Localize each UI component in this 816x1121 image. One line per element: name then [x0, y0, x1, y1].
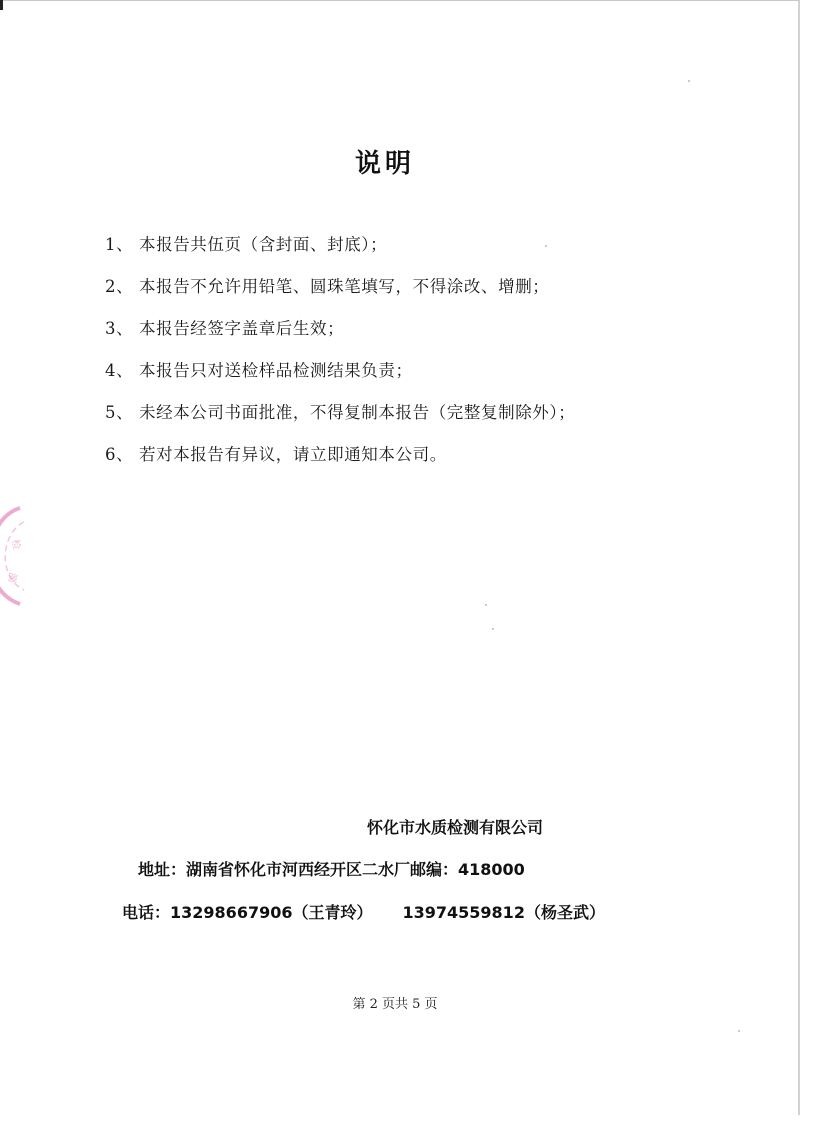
scan-speck [492, 628, 494, 630]
list-item [105, 314, 575, 356]
notes-list [105, 230, 575, 482]
item-text: 本报告经签字盖章后生效； [139, 319, 345, 338]
item-text: 本报告不允许用铅笔、圆珠笔填写，不得涂改、增删； [139, 277, 550, 296]
item-number: 6、 [105, 445, 134, 464]
svg-text:测: 测 [5, 571, 18, 584]
phone-label: 电话： [122, 903, 171, 922]
phone-number-1: 13298667906（王青玲） [170, 903, 373, 922]
company-name: 怀化市水质检测有限公司 [367, 818, 544, 837]
page-number: 第 2 页共 5 页 [352, 997, 438, 1012]
scan-speck [545, 245, 547, 247]
list-item [105, 230, 575, 272]
page-title: 说明 [354, 149, 415, 179]
scan-speck [688, 80, 690, 82]
scan-speck [738, 1030, 740, 1032]
item-number: 1、 [105, 235, 134, 254]
item-text: 未经本公司书面批准，不得复制本报告（完整复制除外）； [139, 403, 576, 422]
seal-stamp-fragment [0, 500, 30, 610]
phone-number-2: 13974559812（杨圣武） [402, 903, 605, 922]
item-text: 若对本报告有异议，请立即通知本公司。 [139, 445, 447, 464]
list-item [105, 272, 575, 314]
list-item [105, 398, 575, 440]
company-address: 地址：湖南省怀化市河西经开区二水厂邮编：418000 [138, 860, 525, 879]
item-number: 5、 [105, 403, 134, 422]
scan-corner-mark [0, 0, 3, 10]
svg-text:检: 检 [9, 538, 22, 551]
item-text: 本报告共伍页（含封面、封底）； [139, 235, 388, 254]
item-number: 2、 [105, 277, 134, 296]
company-phone [122, 900, 605, 923]
item-number: 3、 [105, 319, 134, 338]
item-text: 本报告只对送检样品检测结果负责； [139, 361, 413, 380]
scan-speck [485, 604, 487, 606]
list-item [105, 356, 575, 398]
list-item [105, 440, 575, 482]
item-number: 4、 [105, 361, 134, 380]
